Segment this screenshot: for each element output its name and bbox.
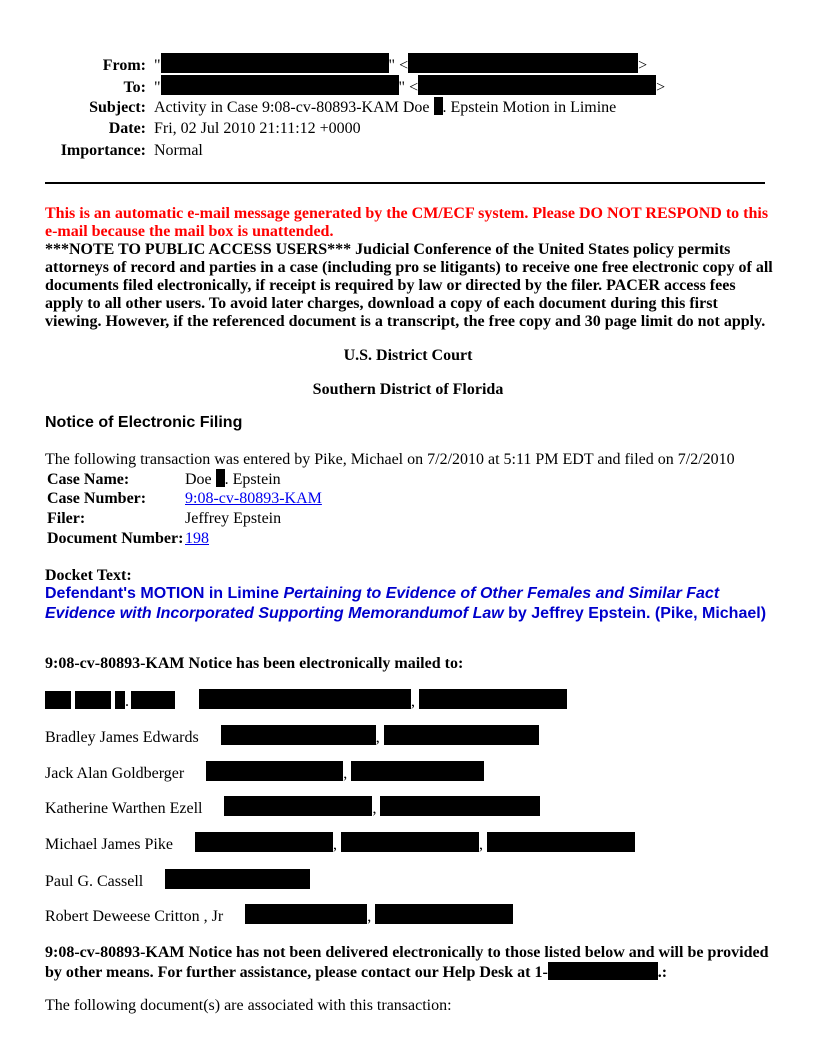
- redaction-block: [384, 725, 539, 745]
- associated-documents-text: The following document(s) are associated with this transaction:: [45, 997, 452, 1014]
- date-text: Fri, 02 Jul 2010 21:11:12 +0000: [154, 120, 361, 137]
- not-delivered-end: .:: [657, 964, 668, 981]
- recipient-item: Jack Alan Goldberger ,: [45, 761, 484, 783]
- redaction-block: [75, 691, 111, 709]
- recipient-item: Bradley James Edwards ,: [45, 725, 539, 747]
- divider: [45, 182, 765, 184]
- redaction-block: [487, 832, 635, 852]
- redaction-block: [216, 469, 225, 487]
- redaction-block: [418, 75, 656, 95]
- court-district: Southern District of Florida: [312, 381, 504, 398]
- redaction-block: [375, 904, 513, 924]
- filer-label: Filer:: [47, 510, 86, 527]
- recipient-name: Katherine Warthen Ezell: [45, 800, 203, 817]
- filer-row: [47, 509, 281, 529]
- from-label: From:: [102, 57, 146, 74]
- redaction-block: [199, 689, 411, 709]
- recipient-name: Robert Deweese Critton , Jr: [45, 908, 224, 925]
- redaction-block: [380, 796, 540, 816]
- document-number-link[interactable]: 198: [185, 530, 209, 547]
- notice-title: Notice of Electronic Filing: [45, 414, 243, 431]
- redaction-block: [341, 832, 479, 852]
- recipient-redacted: . ,: [45, 689, 567, 711]
- from-row: [0, 53, 647, 73]
- mailed-heading: 9:08-cv-80893-KAM Notice has been electronically mailed to:: [45, 655, 464, 672]
- case-name-row: [47, 469, 281, 489]
- not-delivered-text: 9:08-cv-80893-KAM Notice has not been delivered electronically to those listed below and will be provided by other means. For further assistance, please contact our Help Desk at 1-: [45, 944, 769, 981]
- docket-text-label: Docket Text:: [45, 567, 132, 584]
- recipient-name: Michael James Pike: [45, 836, 173, 853]
- transaction-text: The following transaction was entered by Pike, Michael on 7/2/2010 at 5:11 PM EDT and filed on 7/2/2010: [45, 451, 735, 468]
- date-row: [0, 119, 361, 139]
- redaction-block: [548, 962, 658, 980]
- redaction-block: [131, 691, 175, 709]
- redaction-block: [408, 53, 638, 73]
- case-name-text-end: . Epstein: [224, 471, 281, 488]
- docket-text-part: Defendant's MOTION in Limine: [45, 585, 284, 602]
- subject-text-end: . Epstein Motion in Limine: [442, 99, 617, 116]
- redaction-block: [351, 761, 484, 781]
- recipient-item: Michael James Pike , ,: [45, 832, 635, 854]
- case-name-label: Case Name:: [47, 471, 130, 488]
- redaction-block: [419, 689, 567, 709]
- case-number-link[interactable]: 9:08-cv-80893-KAM: [185, 490, 322, 507]
- redaction-block: [165, 869, 310, 889]
- importance-row: [0, 141, 203, 161]
- docket-text-italic: Pertaining to Evidence of Other Females and Similar Fact Evidence with Incorporated Supporting Memorandumof Law: [45, 585, 720, 622]
- case-name-value: [185, 471, 281, 488]
- redaction-block: [195, 832, 333, 852]
- date-label: Date:: [108, 120, 146, 137]
- public-access-note: ***NOTE TO PUBLIC ACCESS USERS*** Judicial Conference of the United States policy permits attorneys of record and parties in a case (including pro se litigants) to receive one free electronic copy of all documents filed electronically, if receipt is required by law or directed by the filer. PACER access fees apply to all other users. To avoid later charges, download a copy of each document during this first viewing. However, if the referenced document is a transcript, the free copy and 30 page limit do not apply.: [45, 241, 773, 330]
- redaction-block: [221, 725, 376, 745]
- date-value: [150, 119, 361, 139]
- filer-value: Jeffrey Epstein: [185, 510, 282, 527]
- from-value: " " < >: [150, 53, 647, 76]
- recipient-name: Paul G. Cassell: [45, 873, 144, 890]
- court-name: U.S. District Court: [343, 347, 473, 364]
- docket-text-part: by Jeffrey Epstein. (Pike, Michael): [503, 605, 767, 622]
- to-value: " " < >: [150, 75, 665, 98]
- redaction-block: [115, 691, 125, 709]
- redaction-block: [245, 904, 367, 924]
- not-delivered-notice: [45, 943, 775, 982]
- importance-label: Importance:: [60, 142, 146, 159]
- case-name-text: Doe: [185, 471, 212, 488]
- redaction-block: [434, 97, 443, 115]
- redaction-block: [224, 796, 372, 816]
- subject-value: [150, 97, 616, 118]
- document-number-row: [47, 529, 209, 549]
- document-number-label: Document Number:: [47, 530, 184, 547]
- recipient-item: Robert Deweese Critton , Jr ,: [45, 904, 513, 926]
- recipient-name: Bradley James Edwards: [45, 729, 199, 746]
- redaction-block: [206, 761, 343, 781]
- subject-label: Subject:: [89, 99, 146, 116]
- recipient-item: [45, 869, 310, 891]
- to-label: To:: [123, 79, 146, 96]
- importance-text: Normal: [154, 142, 203, 159]
- docket-text: [45, 584, 785, 624]
- redaction-block: [161, 75, 399, 95]
- redaction-block: [45, 691, 71, 709]
- case-number-label: Case Number:: [47, 490, 147, 507]
- subject-text: Activity in Case 9:08-cv-80893-KAM Doe: [154, 99, 430, 116]
- auto-message-warning: This is an automatic e-mail message generated by the CM/ECF system. Please DO NOT RESPOND to this e-mail because the mail box is unattended.: [45, 205, 769, 240]
- subject-row: [0, 97, 616, 117]
- case-number-row: [47, 489, 322, 509]
- recipient-item: Katherine Warthen Ezell ,: [45, 796, 540, 818]
- importance-value: [150, 141, 203, 161]
- to-row: [0, 75, 665, 95]
- redaction-block: [161, 53, 389, 73]
- recipient-name: Jack Alan Goldberger: [45, 765, 185, 782]
